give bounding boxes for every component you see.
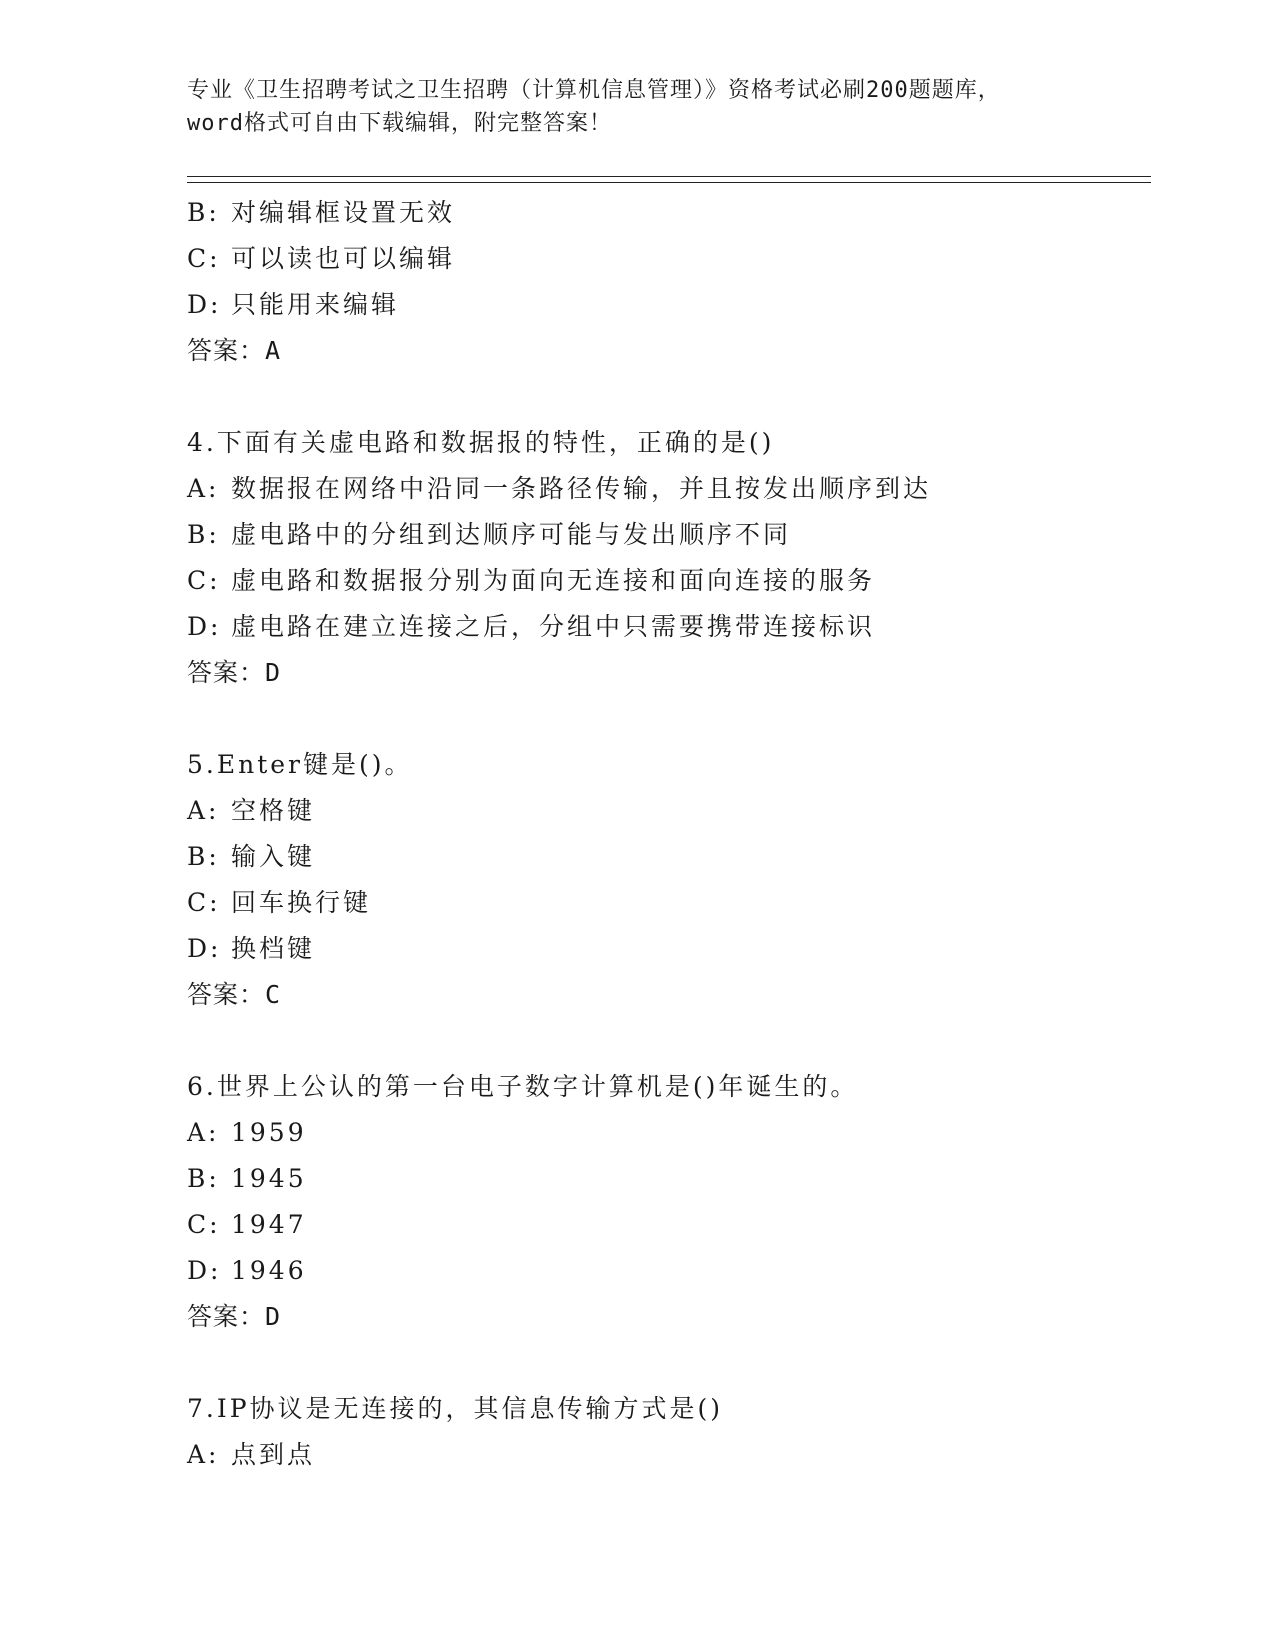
option-text: 换档键 — [231, 934, 316, 963]
answer-label: 答案： — [187, 658, 266, 687]
question-text: 6.世界上公认的第一台电子数字计算机是()年诞生的。 — [187, 1072, 859, 1101]
option-c — [187, 880, 1147, 926]
option-letter: A: — [187, 1440, 220, 1469]
question-text: 5.Enter键是()。 — [187, 750, 413, 779]
option-a — [187, 1110, 1147, 1156]
option-letter: D: — [187, 1256, 222, 1285]
option-letter: A: — [187, 796, 220, 825]
option-text: 回车换行键 — [231, 888, 372, 917]
option-a — [187, 788, 1147, 834]
question-list — [187, 190, 1147, 1478]
option-letter: C: — [187, 1210, 221, 1239]
question-6-block — [187, 1064, 1147, 1340]
option-text: 对编辑框设置无效 — [231, 198, 456, 227]
option-letter: C: — [187, 566, 221, 595]
option-text: 1947 — [231, 1210, 307, 1239]
option-b — [187, 834, 1147, 880]
option-letter: B: — [187, 842, 220, 871]
option-letter: B: — [187, 1164, 220, 1193]
option-text: 可以读也可以编辑 — [231, 244, 456, 273]
option-c — [187, 558, 1147, 604]
question-5-block — [187, 742, 1147, 1018]
option-c — [187, 1202, 1147, 1248]
option-d — [187, 604, 1147, 650]
option-b — [187, 1156, 1147, 1202]
option-letter: C: — [187, 888, 221, 917]
answer-value: A — [265, 336, 282, 365]
option-text: 1946 — [231, 1256, 307, 1285]
answer-line — [187, 328, 1147, 374]
answer-line — [187, 972, 1147, 1018]
answer-line — [187, 1294, 1147, 1340]
question-3-block — [187, 190, 1147, 374]
option-a — [187, 1432, 1147, 1478]
option-text: 点到点 — [231, 1440, 316, 1469]
answer-value: D — [265, 658, 282, 687]
answer-value: D — [265, 1302, 282, 1331]
header-title-line-1: 专业《卫生招聘考试之卫生招聘（计算机信息管理）》资格考试必刷200题题库， — [187, 78, 1001, 103]
spacer — [187, 1340, 1147, 1386]
option-b — [187, 512, 1147, 558]
option-text: 虚电路和数据报分别为面向无连接和面向连接的服务 — [231, 566, 876, 595]
option-letter: B: — [187, 198, 220, 227]
spacer — [187, 1018, 1147, 1064]
question-text: 7.IP协议是无连接的，其信息传输方式是() — [187, 1394, 724, 1423]
document-header — [187, 74, 1087, 140]
answer-value: C — [265, 980, 282, 1009]
spacer — [187, 696, 1147, 742]
answer-label: 答案： — [187, 980, 266, 1009]
option-text: 虚电路在建立连接之后，分组中只需要携带连接标识 — [231, 612, 876, 641]
question-text: 4.下面有关虚电路和数据报的特性，正确的是() — [187, 428, 775, 457]
option-d — [187, 282, 1147, 328]
question-4-block — [187, 420, 1147, 696]
option-letter: A: — [187, 474, 220, 503]
option-b — [187, 190, 1147, 236]
header-divider-bottom — [187, 182, 1151, 183]
header-divider-top — [187, 176, 1151, 177]
option-text: 1959 — [231, 1118, 307, 1147]
option-text: 虚电路中的分组到达顺序可能与发出顺序不同 — [231, 520, 792, 549]
spacer — [187, 374, 1147, 420]
option-c — [187, 236, 1147, 282]
option-letter: D: — [187, 934, 222, 963]
question-7-block — [187, 1386, 1147, 1478]
option-a — [187, 466, 1147, 512]
option-letter: B: — [187, 520, 220, 549]
option-d — [187, 1248, 1147, 1294]
answer-line — [187, 650, 1147, 696]
header-title-line-2: word格式可自由下载编辑，附完整答案！ — [187, 111, 612, 136]
option-letter: A: — [187, 1118, 220, 1147]
option-letter: C: — [187, 244, 221, 273]
option-d — [187, 926, 1147, 972]
option-letter: D: — [187, 612, 222, 641]
option-text: 数据报在网络中沿同一条路径传输，并且按发出顺序到达 — [231, 474, 932, 503]
option-text: 空格键 — [231, 796, 316, 825]
answer-label: 答案： — [187, 1302, 266, 1331]
option-text: 1945 — [231, 1164, 307, 1193]
option-text: 只能用来编辑 — [231, 290, 400, 319]
option-text: 输入键 — [231, 842, 316, 871]
answer-label: 答案： — [187, 336, 266, 365]
option-letter: D: — [187, 290, 222, 319]
